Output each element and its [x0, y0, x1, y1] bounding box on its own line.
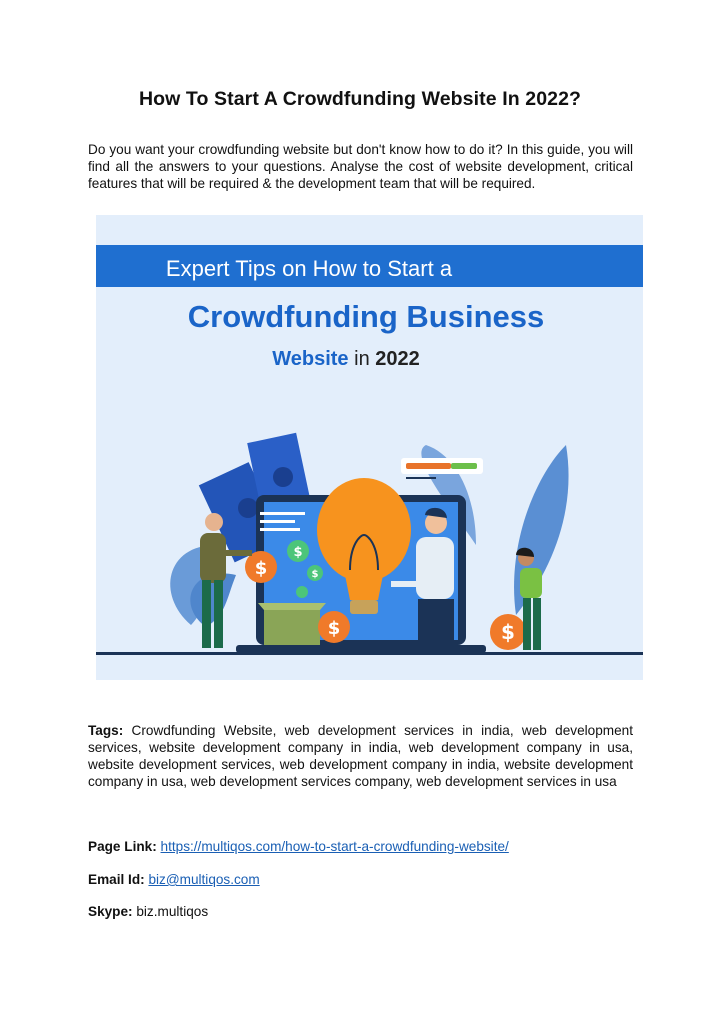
svg-text:$: $: [327, 618, 341, 639]
ground-line: [96, 652, 643, 655]
page-link-label: Page Link:: [88, 839, 157, 854]
page-link-row: [88, 838, 509, 855]
svg-text:$: $: [293, 545, 303, 560]
email-label: Email Id:: [88, 872, 145, 887]
box-illustration: [258, 603, 326, 645]
banner-line3: Website in 2022: [272, 348, 420, 370]
email-row: [88, 871, 260, 888]
email-link[interactable]: biz@multiqos.com: [148, 872, 260, 887]
intro-paragraph: Do you want your crowdfunding website but don't know how to do it? In this guide, you will find all the answers to your questions. Analyse the cost of website development, critical features that will be required & the development team that will be required.: [88, 142, 633, 191]
hero-banner-image: [96, 215, 643, 680]
tags-text: Crowdfunding Website, web development services in india, web development services, website development company in india, web development company in usa, website development services, web development company in india, website development company in usa, web development services company, web development services in usa: [88, 723, 633, 789]
skype-value: biz.multiqos: [132, 904, 209, 919]
skype-row: [88, 903, 208, 920]
svg-text:$: $: [254, 558, 268, 579]
svg-text:$: $: [311, 569, 319, 580]
banner-line2: Crowdfunding Business: [187, 299, 545, 334]
tags-label: Tags:: [88, 723, 124, 738]
svg-text:$: $: [501, 620, 515, 644]
banner-line1: Expert Tips on How to Start a: [165, 256, 453, 281]
skype-label: Skype:: [88, 904, 133, 919]
page-title: How To Start A Crowdfunding Website In 2022?: [138, 88, 582, 110]
page-link-url[interactable]: https://multiqos.com/how-to-start-a-crowdfunding-website/: [160, 839, 509, 854]
tags-paragraph: [88, 722, 633, 790]
